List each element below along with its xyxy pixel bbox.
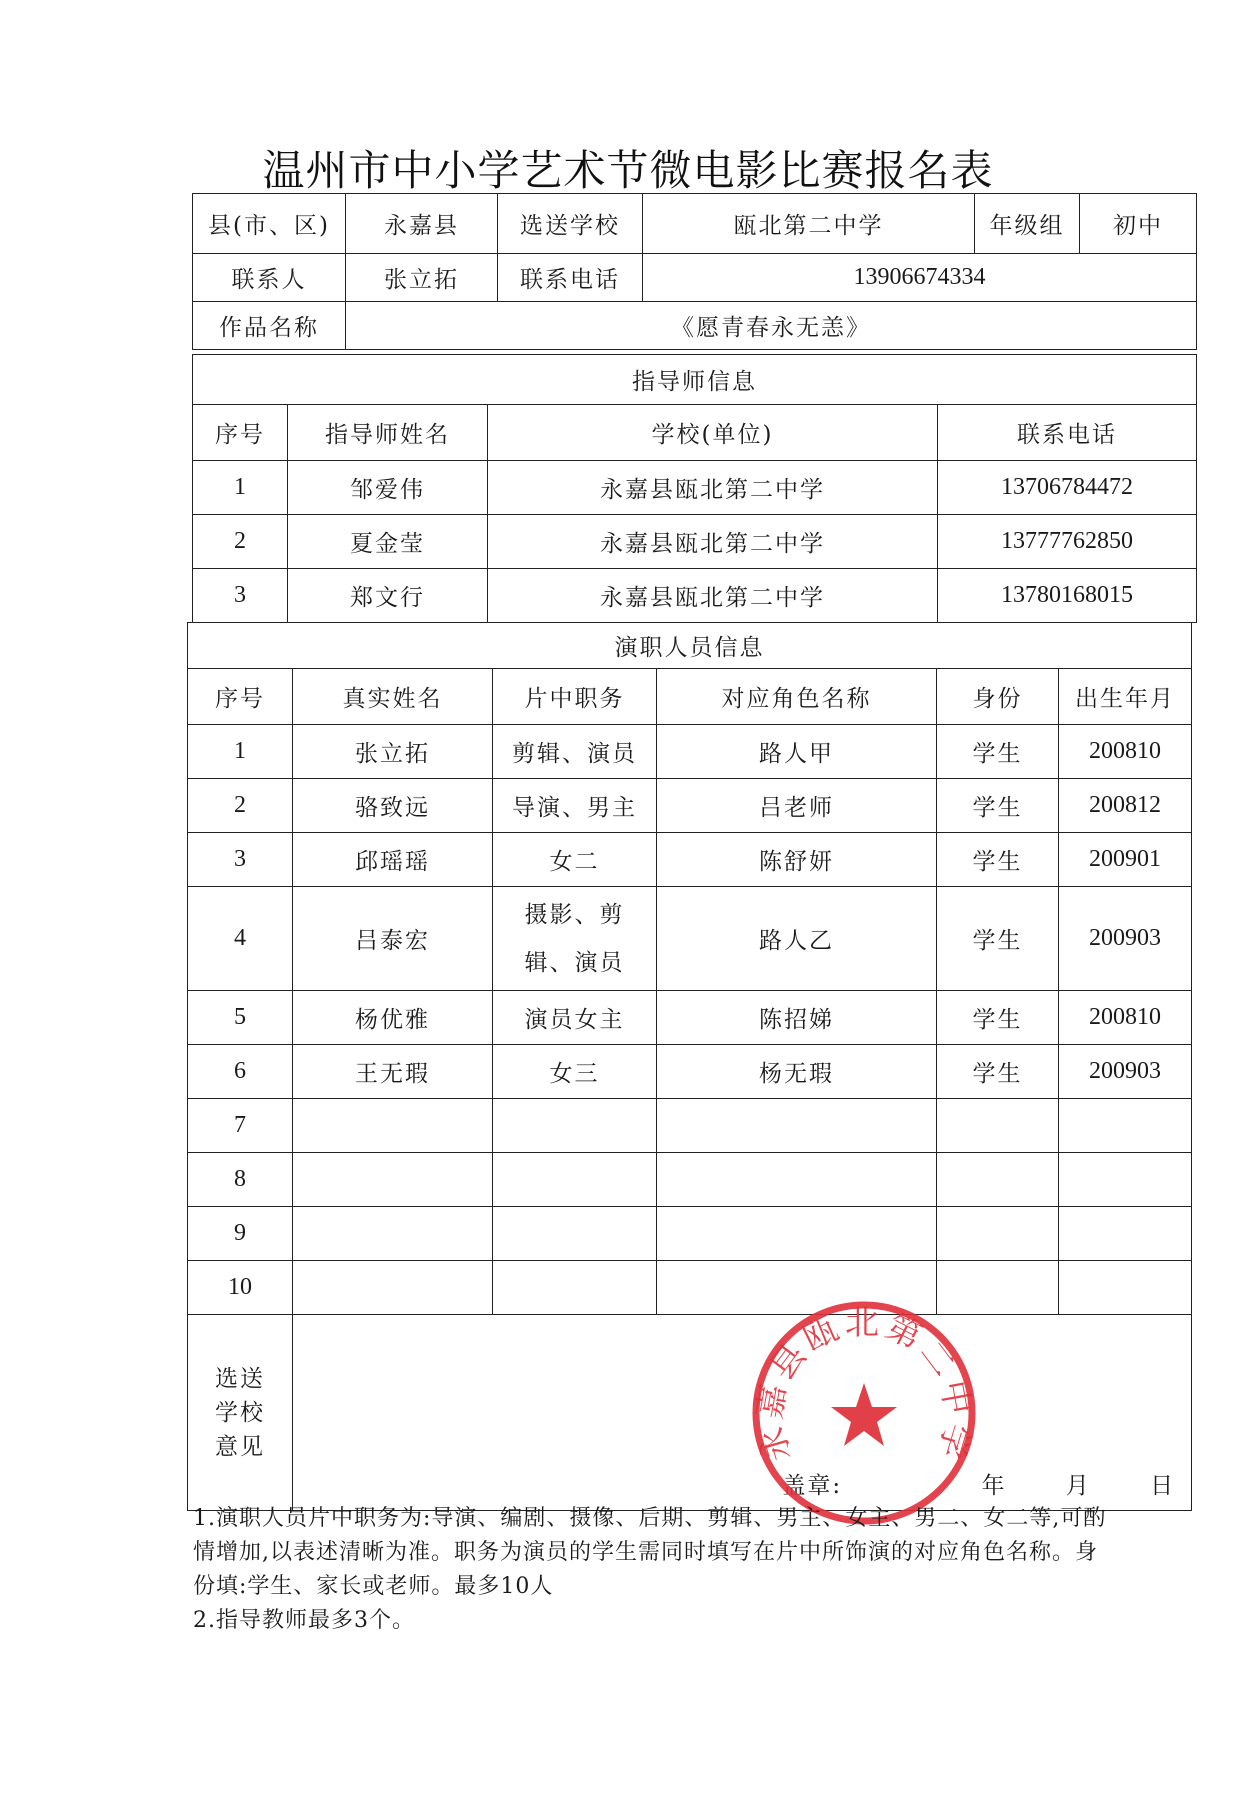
cast-character: 杨无瑕 <box>657 1045 937 1099</box>
cast-birth: 200812 <box>1059 779 1192 833</box>
opinion-area <box>293 1315 1192 1511</box>
cast-character: 陈招娣 <box>657 991 937 1045</box>
cast-no: 3 <box>188 833 293 887</box>
cast-role <box>493 1153 657 1207</box>
note-2: 2.指导教师最多3个。 <box>193 1608 415 1633</box>
cast-role: 演员女主 <box>493 991 657 1045</box>
cast-birth: 200810 <box>1059 725 1192 779</box>
mentor-row <box>193 515 1197 569</box>
cast-character <box>657 1099 937 1153</box>
mentor-phone: 13706784472 <box>938 461 1197 515</box>
stamp-month: 月 <box>1065 1473 1091 1499</box>
mentor-no: 2 <box>193 515 288 569</box>
cast-identity <box>937 1099 1059 1153</box>
cast-section-title: 演职人员信息 <box>188 623 1192 669</box>
cast-character: 路人乙 <box>657 887 937 991</box>
cast-no: 7 <box>188 1099 293 1153</box>
cast-no: 4 <box>188 887 293 991</box>
cast-row <box>188 1099 1192 1153</box>
cast-no: 5 <box>188 991 293 1045</box>
stamp-year: 年 <box>981 1473 1007 1499</box>
page-title: 温州市中小学艺术节微电影比赛报名表 <box>262 146 994 195</box>
cast-name: 吕泰宏 <box>293 887 493 991</box>
cast-name <box>293 1153 493 1207</box>
contact-value: 张立拓 <box>346 254 498 302</box>
cast-row <box>188 1045 1192 1099</box>
cast-header-birth: 出生年月 <box>1059 669 1192 725</box>
cast-character: 陈舒妍 <box>657 833 937 887</box>
cast-row <box>188 1261 1192 1315</box>
cast-identity: 学生 <box>937 833 1059 887</box>
cast-row <box>188 991 1192 1045</box>
cast-row <box>188 725 1192 779</box>
cast-role: 剪辑、演员 <box>493 725 657 779</box>
cast-identity <box>937 1207 1059 1261</box>
cast-name <box>293 1099 493 1153</box>
stamp-label: 盖章: <box>782 1473 843 1499</box>
mentor-name: 邹爱伟 <box>288 461 488 515</box>
seal-star-icon <box>831 1383 897 1446</box>
cast-role <box>493 1261 657 1315</box>
cast-character <box>657 1207 937 1261</box>
cast-identity: 学生 <box>937 1045 1059 1099</box>
header-table <box>192 193 1197 350</box>
mentor-header-phone: 联系电话 <box>938 405 1197 461</box>
school-value: 瓯北第二中学 <box>643 194 975 254</box>
phone-label: 联系电话 <box>498 254 643 302</box>
mentor-header-name: 指导师姓名 <box>288 405 488 461</box>
grade-value: 初中 <box>1080 194 1197 254</box>
mentor-header-no: 序号 <box>193 405 288 461</box>
cast-name: 邱瑶瑶 <box>293 833 493 887</box>
cast-character: 路人甲 <box>657 725 937 779</box>
cast-header-name: 真实姓名 <box>293 669 493 725</box>
official-seal-icon <box>748 1297 980 1529</box>
cast-name: 杨优雅 <box>293 991 493 1045</box>
cast-name: 骆致远 <box>293 779 493 833</box>
notes <box>193 1502 1113 1638</box>
cast-identity: 学生 <box>937 887 1059 991</box>
mentor-row <box>193 569 1197 623</box>
opinion-label-cell <box>188 1315 293 1511</box>
opinion-label: 选送学校意见 <box>215 1365 265 1460</box>
stamp-day: 日 <box>1150 1473 1176 1499</box>
mentor-no: 1 <box>193 461 288 515</box>
seal-text: 永嘉县瓯北第二中学 <box>749 1303 979 1467</box>
cast-birth <box>1059 1207 1192 1261</box>
cast-birth <box>1059 1261 1192 1315</box>
cast-name: 张立拓 <box>293 725 493 779</box>
mentor-school: 永嘉县瓯北第二中学 <box>488 515 938 569</box>
cast-no: 2 <box>188 779 293 833</box>
cast-row <box>188 1153 1192 1207</box>
mentor-phone: 13780168015 <box>938 569 1197 623</box>
cast-character <box>657 1153 937 1207</box>
cast-identity: 学生 <box>937 991 1059 1045</box>
cast-no: 1 <box>188 725 293 779</box>
cast-row <box>188 779 1192 833</box>
cast-identity <box>937 1153 1059 1207</box>
mentor-header-school: 学校(单位) <box>488 405 938 461</box>
mentor-name: 夏金莹 <box>288 515 488 569</box>
cast-role: 导演、男主 <box>493 779 657 833</box>
cast-header-no: 序号 <box>188 669 293 725</box>
cast-role: 女三 <box>493 1045 657 1099</box>
cast-character: 吕老师 <box>657 779 937 833</box>
cast-row <box>188 833 1192 887</box>
grade-label: 年级组 <box>975 194 1080 254</box>
cast-no: 10 <box>188 1261 293 1315</box>
cast-no: 8 <box>188 1153 293 1207</box>
cast-birth: 200903 <box>1059 1045 1192 1099</box>
note-1: 1.演职人员片中职务为:导演、编剧、摄像、后期、剪辑、男主、女主、男二、女二等,可酌情增加,以表述清晰为准。职务为演员的学生需同时填写在片中所饰演的对应角色名称。身份填:学生、家长或老师。最多10人 <box>193 1506 1107 1599</box>
work-value: 《愿青春永无恙》 <box>346 302 1197 350</box>
cast-role <box>493 1099 657 1153</box>
mentor-no: 3 <box>193 569 288 623</box>
cast-birth: 200810 <box>1059 991 1192 1045</box>
cast-identity: 学生 <box>937 725 1059 779</box>
cast-header-character: 对应角色名称 <box>657 669 937 725</box>
cast-role: 女二 <box>493 833 657 887</box>
cast-birth: 200903 <box>1059 887 1192 991</box>
mentor-school: 永嘉县瓯北第二中学 <box>488 461 938 515</box>
cast-birth <box>1059 1153 1192 1207</box>
cast-row <box>188 1207 1192 1261</box>
work-label: 作品名称 <box>193 302 346 350</box>
cast-table <box>187 622 1192 1511</box>
cast-name <box>293 1207 493 1261</box>
cast-birth <box>1059 1099 1192 1153</box>
cast-name <box>293 1261 493 1315</box>
mentor-school: 永嘉县瓯北第二中学 <box>488 569 938 623</box>
county-label: 县(市、区) <box>193 194 346 254</box>
mentor-row <box>193 461 1197 515</box>
mentor-phone: 13777762850 <box>938 515 1197 569</box>
cast-birth: 200901 <box>1059 833 1192 887</box>
mentor-table <box>192 354 1197 623</box>
cast-identity: 学生 <box>937 779 1059 833</box>
mentor-name: 郑文行 <box>288 569 488 623</box>
cast-no: 6 <box>188 1045 293 1099</box>
county-value: 永嘉县 <box>346 194 498 254</box>
cast-role <box>493 1207 657 1261</box>
cast-role: 摄影、剪辑、演员 <box>493 887 657 991</box>
cast-no: 9 <box>188 1207 293 1261</box>
phone-value: 13906674334 <box>643 254 1197 302</box>
contact-label: 联系人 <box>193 254 346 302</box>
mentor-section-title: 指导师信息 <box>193 355 1197 405</box>
cast-header-identity: 身份 <box>937 669 1059 725</box>
cast-name: 王无瑕 <box>293 1045 493 1099</box>
cast-header-role: 片中职务 <box>493 669 657 725</box>
cast-row <box>188 887 1192 991</box>
school-label: 选送学校 <box>498 194 643 254</box>
